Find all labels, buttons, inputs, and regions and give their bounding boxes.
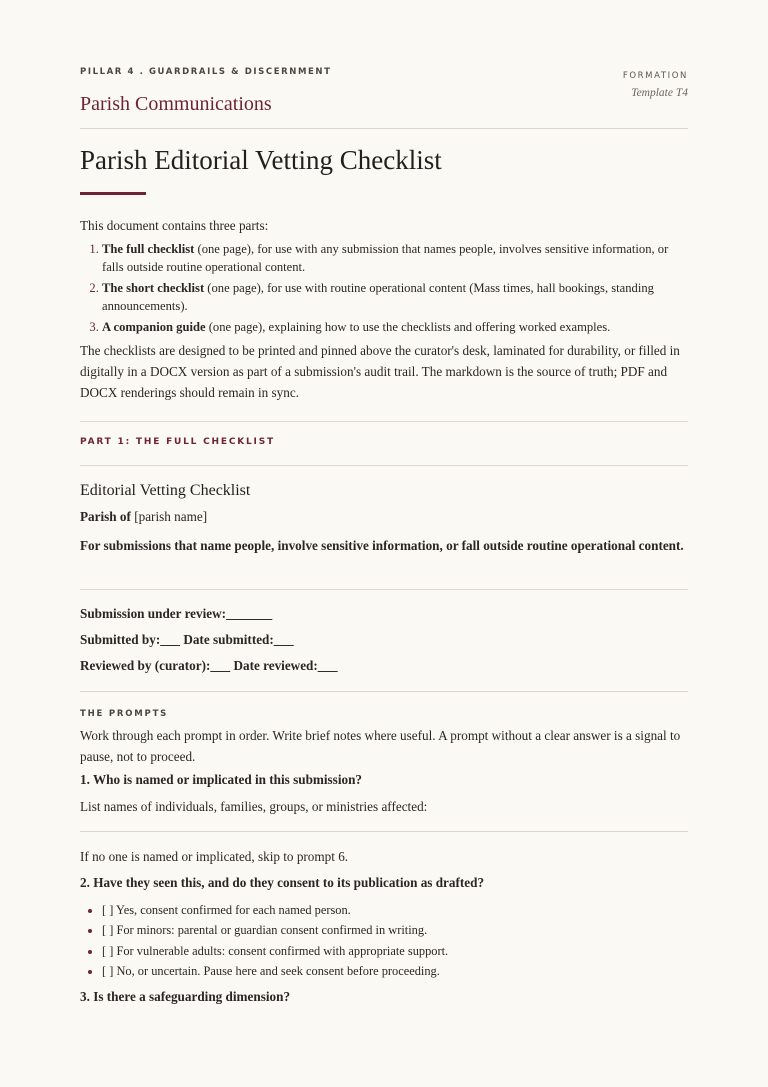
header-left <box>80 67 332 77</box>
section-divider <box>80 589 688 590</box>
intro-section <box>80 216 688 403</box>
reviewed-by-field[interactable]: Reviewed by (curator):___ Date reviewed:___ <box>80 658 338 673</box>
page-title: Parish Editorial Vetting Checklist <box>80 145 442 175</box>
header-right <box>623 71 688 99</box>
intro-paragraph: The checklists are designed to be printed and pinned above the curator's desk, laminated for durability, or filled in digitally in a DOCX version as part of a submission's audit trail. The markdown is the source of truth; PDF and DOCX renderings should remain in sync. <box>80 343 680 400</box>
list-item <box>102 318 688 336</box>
formation-label: FORMATION <box>622 71 688 81</box>
prompt-3: 3. Is there a safeguarding dimension? <box>80 989 291 1004</box>
prompt-1-hint: List names of individuals, families, groups, or ministries affected: <box>80 799 428 814</box>
list-item <box>102 240 688 276</box>
parish-value: [parish name] <box>130 509 208 524</box>
part-name: A companion guide <box>102 320 206 334</box>
parish-line <box>80 509 207 525</box>
parish-label: Parish of <box>80 509 131 524</box>
intro-lead: This document contains three parts: <box>80 218 269 233</box>
header-divider <box>80 128 688 129</box>
prompts-intro: Work through each prompt in order. Write brief notes where useful. A prompt without a clear answer is a signal to pause, not to proceed. <box>80 728 681 764</box>
answer-line[interactable] <box>80 831 688 832</box>
parts-list <box>80 240 688 336</box>
part-description: (one page), for use with routine operational content (Mass times, hall bookings, standing announcements). <box>102 281 654 313</box>
prompt-1: 1. Who is named or implicated in this submission? <box>80 772 363 787</box>
pillar-label: PILLAR 4 . GUARDRAILS & DISCERNMENT <box>80 67 332 77</box>
part1-label: PART 1: THE FULL CHECKLIST <box>80 437 275 447</box>
section-divider <box>80 465 688 466</box>
section-divider <box>80 421 688 422</box>
part-description: (one page), for use with any submission that names people, involves sensitive information, or falls outside routine operational content. <box>102 242 669 274</box>
part-description: (one page), explaining how to use the checklists and offering worked examples. <box>205 320 611 334</box>
part-name: The full checklist <box>102 242 195 256</box>
title-underline <box>80 192 146 195</box>
prompt-1-skip: If no one is named or implicated, skip to prompt 6. <box>80 849 349 864</box>
scope-statement: For submissions that name people, involve sensitive information, or fall outside routine operational content. <box>80 538 684 553</box>
prompts-label: THE PROMPTS <box>80 709 169 719</box>
part-name: The short checklist <box>102 281 205 295</box>
submission-field[interactable]: Submission under review:_______ <box>80 606 273 621</box>
list-item <box>102 279 688 315</box>
submitted-by-field[interactable]: Submitted by:___ Date submitted:___ <box>80 632 294 647</box>
template-label: Template T4 <box>631 87 688 99</box>
section-title: Parish Communications <box>80 93 272 115</box>
checkbox-option[interactable]: • [ ] For vulnerable adults: consent confirmed with appropriate support. <box>102 941 688 961</box>
checkbox-option[interactable]: • [ ] Yes, consent confirmed for each named person. <box>102 900 688 920</box>
consent-options <box>80 900 688 982</box>
checklist-heading: Editorial Vetting Checklist <box>80 482 251 499</box>
checkbox-option[interactable]: • [ ] No, or uncertain. Pause here and seek consent before proceeding. <box>102 961 688 981</box>
checkbox-option[interactable]: • [ ] For minors: parental or guardian consent confirmed in writing. <box>102 920 688 940</box>
section-divider <box>80 691 688 692</box>
prompt-2: 2. Have they seen this, and do they consent to its publication as drafted? <box>80 875 485 890</box>
